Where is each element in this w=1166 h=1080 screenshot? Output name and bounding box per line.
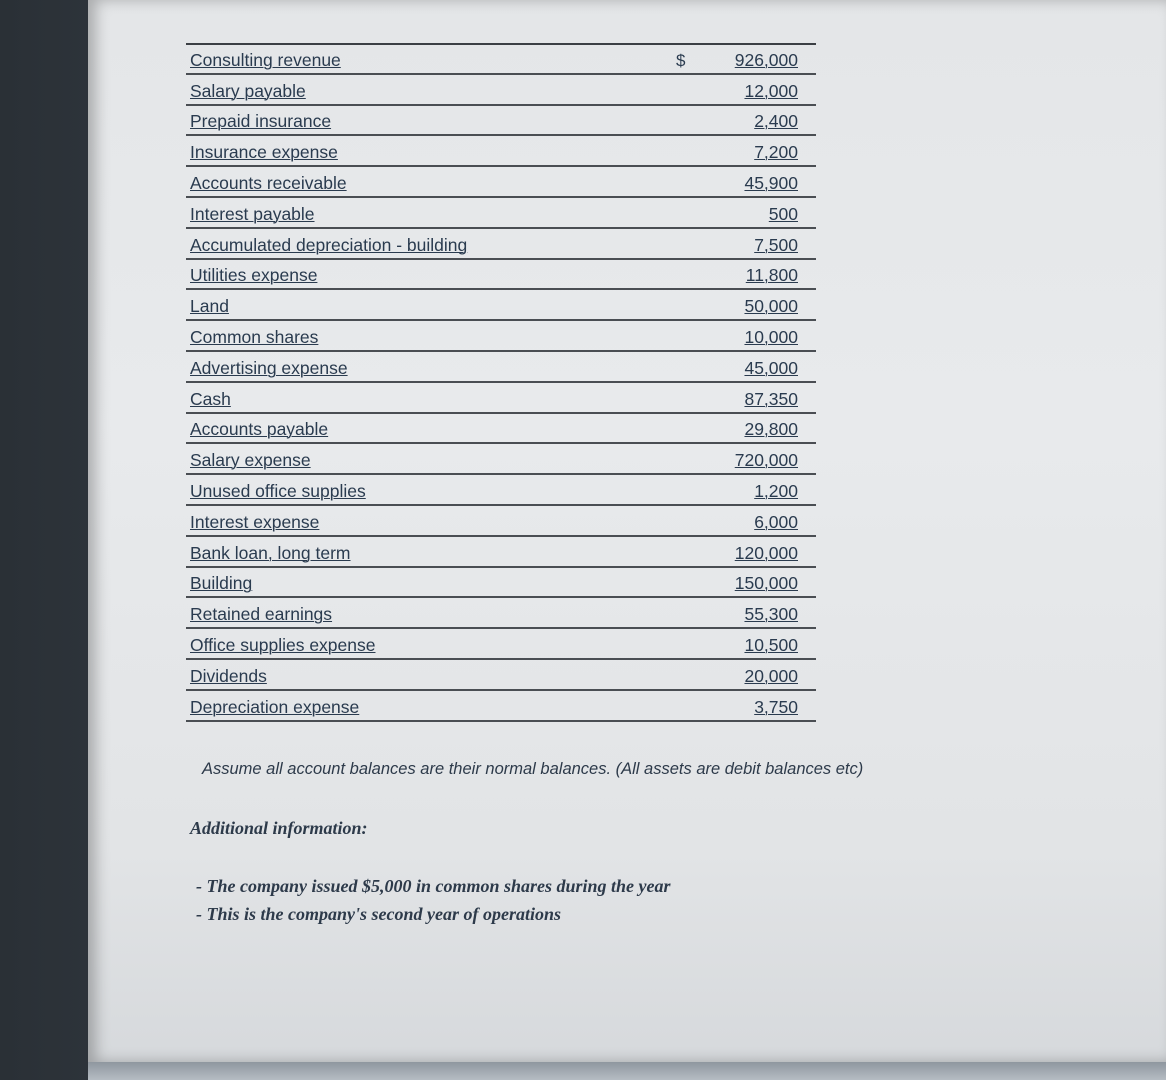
account-row	[186, 229, 816, 260]
account-amount: 10,000	[744, 326, 798, 347]
account-row	[186, 598, 816, 629]
account-name: Interest expense	[190, 511, 320, 532]
account-name: Insurance expense	[190, 142, 338, 163]
normal-balances-note: Assume all account balances are their normal balances. (All assets are debit balances etc)	[202, 760, 864, 778]
account-amount: 45,000	[744, 357, 798, 378]
account-amount: 7,200	[754, 142, 798, 163]
account-balances-table	[186, 44, 816, 722]
additional-item: - The company issued $5,000 in common shares during the year	[196, 876, 671, 896]
account-row	[186, 691, 816, 722]
account-name: Cash	[190, 388, 231, 409]
account-amount: 7,500	[754, 234, 798, 255]
account-row	[186, 321, 816, 352]
account-row	[186, 629, 816, 660]
account-amount: 720,000	[734, 450, 798, 471]
account-name: Building	[190, 573, 253, 594]
account-amount: 10,500	[744, 634, 798, 655]
account-row	[186, 444, 816, 475]
account-row	[186, 260, 816, 291]
currency-symbol: $	[676, 50, 686, 70]
account-row	[186, 106, 816, 137]
account-amount: 11,800	[745, 265, 798, 286]
account-amount: 20,000	[744, 665, 798, 686]
account-name: Salary payable	[190, 80, 306, 101]
account-row	[186, 352, 816, 383]
account-amount: 500	[768, 203, 798, 224]
account-row	[186, 44, 816, 75]
account-row	[186, 383, 816, 414]
account-row	[186, 136, 816, 167]
account-row	[186, 660, 816, 691]
account-row	[186, 75, 816, 106]
account-amount: 6,000	[754, 511, 798, 532]
account-name: Salary expense	[190, 450, 311, 471]
account-name: Depreciation expense	[190, 696, 360, 717]
account-name: Interest payable	[190, 203, 315, 224]
account-amount: 150,000	[734, 573, 798, 594]
account-name: Retained earnings	[190, 604, 333, 625]
account-name: Accumulated depreciation - building	[190, 234, 468, 255]
account-amount: 50,000	[744, 296, 798, 317]
account-row	[186, 537, 816, 568]
account-row	[186, 475, 816, 506]
account-row	[186, 414, 816, 445]
account-row	[186, 198, 816, 229]
account-name: Consulting revenue	[190, 49, 341, 70]
account-name: Bank loan, long term	[190, 542, 351, 563]
account-amount: 120,000	[734, 542, 798, 563]
additional-item: - This is the company's second year of operations	[196, 904, 561, 924]
account-name: Land	[190, 296, 229, 317]
additional-information-heading: Additional information:	[190, 818, 368, 838]
account-name: Common shares	[190, 326, 319, 347]
account-amount: 87,350	[744, 388, 798, 409]
account-name: Utilities expense	[190, 265, 318, 286]
account-amount: 1,200	[754, 480, 798, 501]
account-amount: 55,300	[744, 604, 798, 625]
monitor-bottom-edge	[88, 1062, 1166, 1080]
account-row	[186, 568, 816, 599]
account-name: Advertising expense	[190, 357, 348, 378]
account-amount: 12,000	[744, 80, 798, 101]
account-row	[186, 167, 816, 198]
account-amount: 3,750	[754, 696, 798, 717]
account-amount: 29,800	[744, 419, 798, 440]
account-row	[186, 506, 816, 537]
account-name: Unused office supplies	[190, 480, 366, 501]
account-name: Accounts receivable	[190, 172, 347, 193]
additional-information-list	[196, 872, 671, 928]
account-row	[186, 290, 816, 321]
account-name: Accounts payable	[190, 419, 329, 440]
account-name: Office supplies expense	[190, 634, 376, 655]
account-amount: 926,000	[734, 49, 798, 70]
account-name: Prepaid insurance	[190, 111, 332, 132]
account-name: Dividends	[190, 665, 267, 686]
account-amount: 2,400	[754, 111, 798, 132]
account-amount: 45,900	[744, 172, 798, 193]
